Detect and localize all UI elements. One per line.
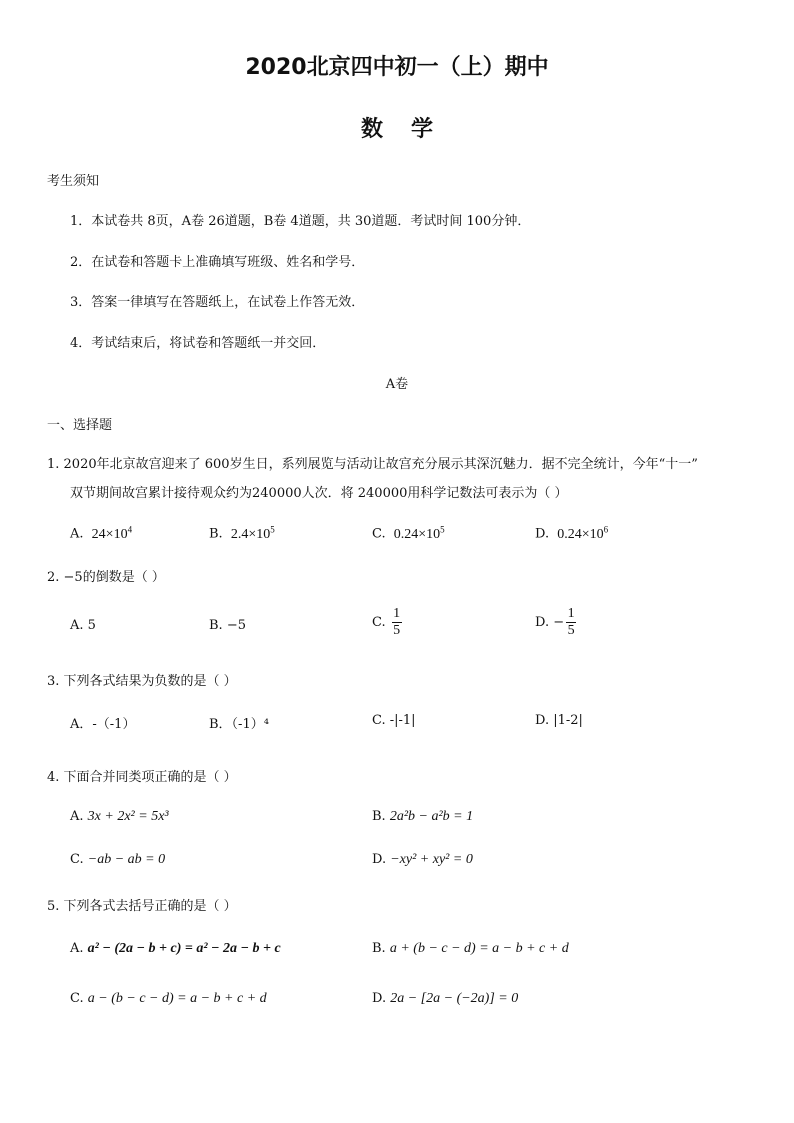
question-5-stem: 5. 下列各式去括号正确的是（ ） [47, 899, 237, 914]
question-5-option-d: D. 2a − [2a − (−2a)] = 0 [372, 991, 519, 1006]
question-4-option-c: C. −ab − ab = 0 [70, 852, 166, 867]
notice-item: 4．考试结束后，将试卷和答题纸一并交回． [70, 336, 326, 351]
fraction: $\frac{1}{5}$ [393, 606, 401, 638]
fraction: $\frac{1}{5}$ [567, 606, 575, 638]
question-2-option-b: B. −5 [209, 618, 246, 633]
question-3-option-d: D. |1-2| [535, 713, 583, 728]
subject-title: 数学 [360, 117, 461, 142]
notice-heading: 考生须知 [47, 174, 100, 189]
question-1-stem-line1: 1. 2020年北京故宫迎来了 600岁生日，系列展览与活动让故宫充分展示其深沉魅力．据不完全统计，今年“十一” [47, 457, 698, 472]
option-value: −ab − ab = 0 [87, 852, 166, 867]
option-value: a + (b − c − d) = a − b + c + d [389, 941, 569, 956]
question-2-stem: 2. −5的倒数是（ ） [47, 570, 165, 585]
option-value: −xy² + xy² = 0 [390, 852, 473, 867]
notice-item: 3．答案一律填写在答题纸上，在试卷上作答无效． [70, 295, 365, 310]
question-3-option-a: A．-（-1） [70, 717, 136, 732]
section-label: A卷 [385, 377, 409, 392]
option-value: 0.24×10 [393, 526, 441, 542]
question-1-option-b: B. $2.4\times 10^5$ [209, 524, 275, 542]
option-value: 2a − [2a − (−2a)] = 0 [390, 991, 519, 1006]
question-4-option-b: B. 2a²b − a²b = 1 [372, 809, 474, 824]
option-value: 2a²b − a²b = 1 [389, 809, 474, 824]
question-3-stem: 3. 下列各式结果为负数的是（ ） [47, 674, 237, 689]
question-4-option-d: D. −xy² + xy² = 0 [372, 852, 473, 867]
question-2-option-c: C. $\frac{1}{5}$ [372, 606, 401, 638]
question-5-option-a: A. a² − (2a − b + c) = a² − 2a − b + c [70, 941, 281, 956]
question-5-option-b: B. a + (b − c − d) = a − b + c + d [372, 941, 569, 956]
question-4-stem: 4. 下面合并同类项正确的是（ ） [47, 770, 237, 785]
part-heading: 一、选择题 [47, 418, 113, 433]
notice-item: 2．在试卷和答题卡上准确填写班级、姓名和学号． [70, 255, 365, 270]
question-1-stem-line2: 双节期间故宫累计接待观众约为240000人次．将 240000用科学记数法可表示为（ ） [70, 486, 568, 501]
question-3-option-c: C. -|-1| [372, 713, 416, 728]
question-4-option-a: A. 3x + 2x² = 5x³ [70, 809, 169, 824]
question-1-option-c: C. $0.24\times 10^5$ [372, 524, 445, 542]
option-value: 0.24×10 [557, 526, 604, 542]
notice-item: 1．本试卷共 8页，A卷 26道题，B卷 4道题，共 30道题．考试时间 100分钟． [70, 214, 531, 229]
option-value: a² − (2a − b + c) = a² − 2a − b + c [87, 941, 281, 956]
question-3-option-b: B．（-1）⁴ [209, 717, 269, 732]
question-2-option-a: A. 5 [70, 618, 96, 633]
question-1-option-d: D. $0.24\times 10^6$ [535, 524, 609, 542]
page-title: 2020北京四中初一（上）期中 [245, 55, 549, 80]
question-2-option-d: D. − $\frac{1}{5}$ [535, 606, 575, 638]
question-1-option-a: A. $24\times 10^4$ [70, 524, 133, 542]
option-value: 2.4×10 [230, 526, 271, 542]
option-value: 3x + 2x² = 5x³ [87, 809, 169, 824]
option-value: 24×10 [91, 526, 128, 542]
question-5-option-c: C. a − (b − c − d) = a − b + c + d [70, 991, 267, 1006]
option-value: a − (b − c − d) = a − b + c + d [87, 991, 267, 1006]
